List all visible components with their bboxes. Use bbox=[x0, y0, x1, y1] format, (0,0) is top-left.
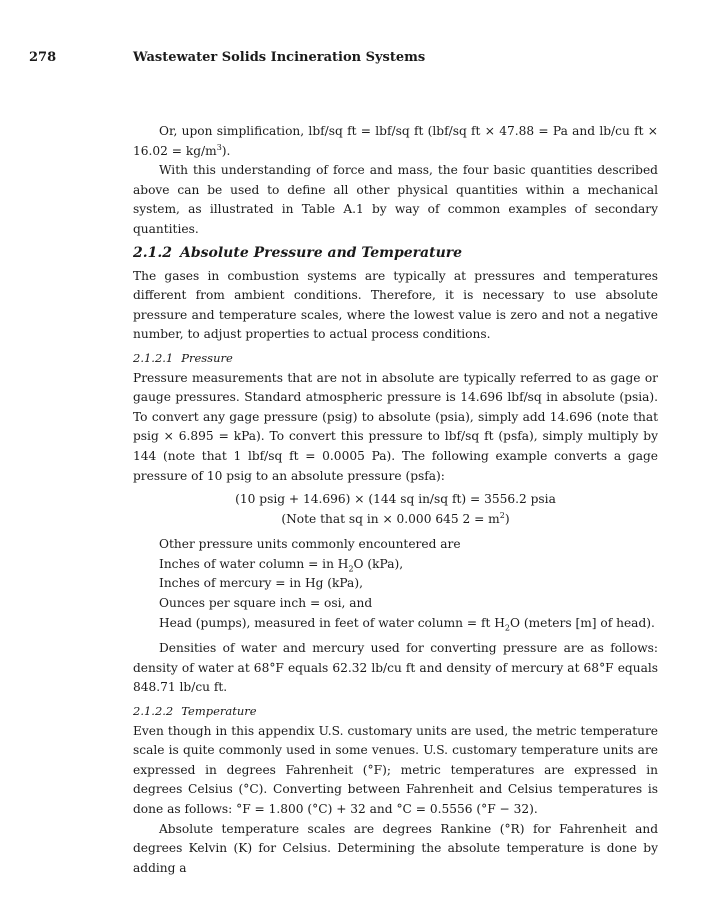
unit-water-column bbox=[159, 555, 658, 575]
unit-osi: Ounces per square inch = osi, and bbox=[159, 596, 373, 611]
subsection-number: 2.1.2.2 bbox=[133, 704, 174, 719]
running-title: Wastewater Solids Incineration Systems bbox=[133, 50, 426, 65]
para1-text: Or, upon simplification, lbf/sq ft = lbf/sq ft (lbf/sq ft × 47.88 = Pa and lb/cu ft × 16.02 = kg/m bbox=[133, 124, 658, 158]
para1-tail: ). bbox=[221, 143, 231, 158]
paragraph-combustion-gases: The gases in combustion systems are typically at pressures and temperatures different from ambient conditions. Therefore, it is necessary to use absolute pressure and temperature scales, where the lowest value is zero and not a negative number, to adjust properties to actual process conditions. bbox=[133, 268, 658, 342]
equation-note bbox=[133, 510, 658, 530]
body-text bbox=[133, 122, 658, 878]
subsection-number: 2.1.2.1 bbox=[133, 350, 174, 365]
section-title: Absolute Pressure and Temperature bbox=[179, 244, 463, 261]
unit-head bbox=[159, 614, 658, 634]
equation-note-tail: ) bbox=[504, 511, 510, 526]
units-intro: Other pressure units commonly encountered are bbox=[159, 537, 461, 552]
subscript: 2 bbox=[504, 623, 510, 633]
paragraph-absolute-temperature: Absolute temperature scales are degrees Rankine (°R) for Fahrenheit and degrees Kelvin (K) for Celsius. Determining the absolute temperature is done by adding a bbox=[133, 821, 658, 875]
superscript: 3 bbox=[216, 142, 222, 152]
unit-mercury: Inches of mercury = in Hg (kPa), bbox=[159, 576, 363, 591]
unit-text: Head (pumps), measured in feet of water column = ft H bbox=[159, 615, 505, 630]
page-number: 278 bbox=[29, 50, 57, 65]
paragraph-temperature-scales: Even though in this appendix U.S. customary units are used, the metric temperature scale is quite commonly used in some venues. U.S. customary temperature units are expressed in degrees Fahrenheit (°F); metric temperatures are expressed in degrees Celsius (°C). Converting between Fahrenheit and Celsius temperatures is done as follows: °F = 1.800 (°C) + 32 and °C = 0.5556 (°F − 32). bbox=[133, 723, 658, 816]
unit-text: Inches of water column = in H bbox=[159, 556, 349, 571]
running-head bbox=[29, 50, 425, 65]
subsection-heading-pressure bbox=[133, 349, 658, 369]
paragraph-densities: Densities of water and mercury used for converting pressure are as follows: density of water at 68°F equals 62.32 lb/cu ft and density of mercury at 68°F equals 848.71 lb/cu ft. bbox=[133, 641, 658, 695]
subsection-title: Pressure bbox=[181, 350, 233, 365]
paragraph-simplification bbox=[133, 122, 658, 161]
section-heading-absolute-pressure bbox=[133, 243, 658, 263]
subsection-title: Temperature bbox=[181, 704, 257, 719]
equation-note-text: (Note that sq in × 0.000 645 2 = m bbox=[281, 511, 500, 526]
superscript: 2 bbox=[499, 510, 505, 520]
section-number: 2.1.2 bbox=[133, 244, 172, 261]
subsection-heading-temperature bbox=[133, 702, 658, 722]
equation-psia: (10 psig + 14.696) × (144 sq in/sq ft) = 3556.2 psia bbox=[235, 492, 556, 507]
paragraph-force-mass: With this understanding of force and mass, the four basic quantities described above can be used to define all other physical quantities within a mechanical system, as illustrated in Table A.1 by way of common examples of secondary quantities. bbox=[133, 163, 658, 236]
unit-tail: O (meters [m] of head). bbox=[510, 615, 655, 630]
paragraph-gage-pressure: Pressure measurements that are not in absolute are typically referred to as gage or gauge pressures. Standard atmospheric pressure is 14.696 lbf/sq in absolute (psia). To convert any gage pressure (psig) to absolute (psia), simply add 14.696 (note that psig × 6.895 = kPa). To convert this pressure to lbf/sq ft (psfa), simply multiply by 144 (note that 1 lbf/sq ft = 0.0005 Pa). The following example converts a gage pressure of 10 psig to an absolute pressure (psfa): bbox=[133, 370, 658, 483]
unit-tail: O (kPa), bbox=[353, 556, 404, 571]
subscript: 2 bbox=[348, 564, 354, 574]
